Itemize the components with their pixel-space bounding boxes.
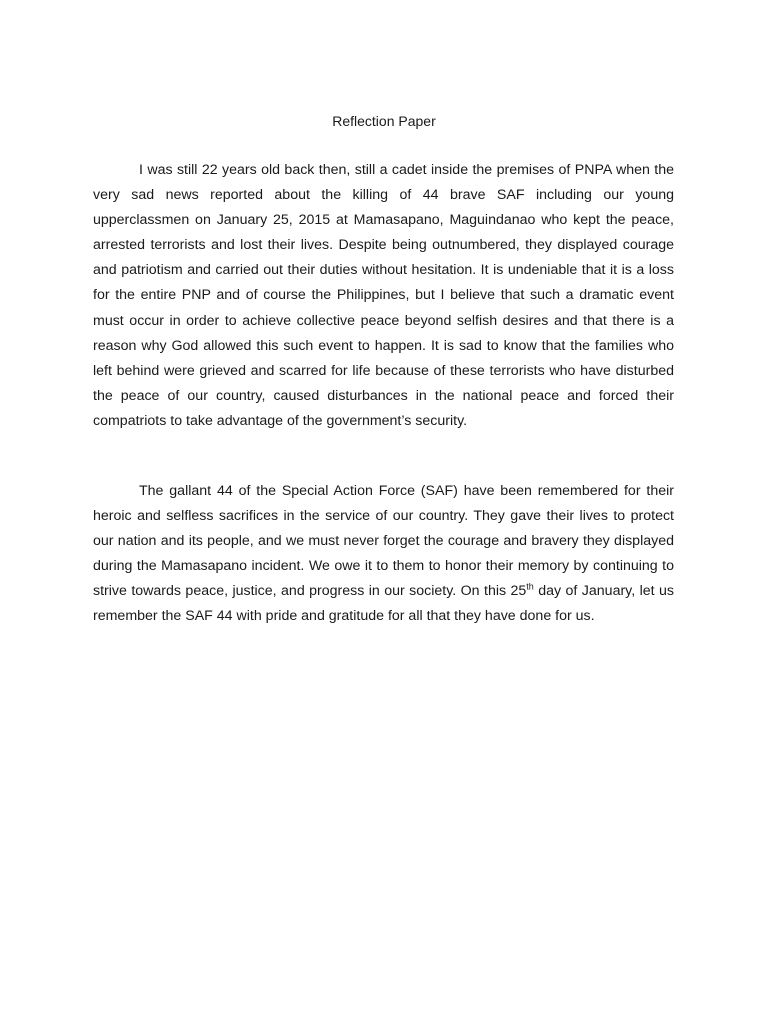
- body-paragraph-2: [93, 479, 674, 630]
- body-paragraph-1: [93, 158, 674, 434]
- paragraph-text-after: day of January, let us remember the SAF 44 with pride and gratitude for all that they have done for us.: [93, 583, 674, 625]
- paragraph-text: [93, 479, 674, 630]
- paragraph-text: I was still 22 years old back then, still a cadet inside the premises of PNPA when the very sad news reported about the killing of 44 brave SAF including our young upperclassmen on January 25, 2015 at Mamasapano, Maguindanao who kept the peace, arrested terrorists and lost their lives. Despite being outnumbered, they displayed courage and patriotism and carried out their duties without hesitation. It is undeniable that it is a loss for the entire PNP and of course the Philippines, but I believe that such a dramatic event must occur in order to achieve collective peace beyond selfish desires and that there is a reason why God allowed this such event to happen. It is sad to know that the families who left behind were grieved and scarred for life because of these terrorists who have disturbed the peace of our country, caused disturbances in the national peace and forced their compatriots to take advantage of the government’s security.: [93, 162, 674, 429]
- document-title: Reflection Paper: [332, 113, 436, 129]
- paragraph-text-before: The gallant 44 of the Special Action Force (SAF) have been remembered for their heroic and selfless sacrifices in the service of our country. They gave their lives to protect our nation and its people, and we must never forget the courage and bravery they displayed during the Mamasapano incident. We owe it to them to honor their memory by continuing to strive towards peace, justice, and progress in our society. On this 25: [93, 483, 674, 600]
- ordinal-superscript: th: [526, 581, 534, 592]
